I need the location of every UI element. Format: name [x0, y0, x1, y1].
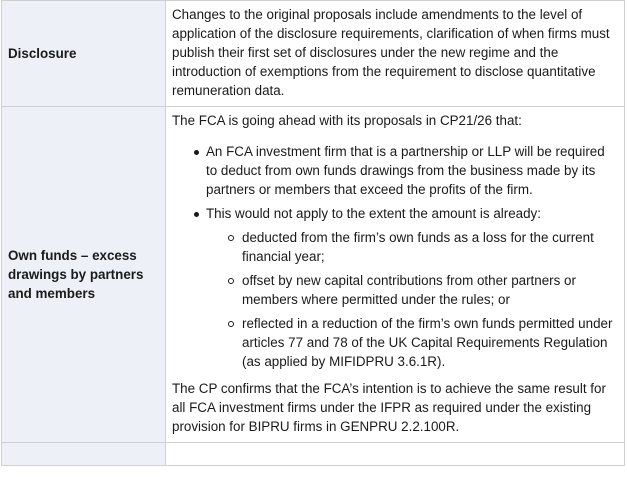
row-label: Disclosure — [8, 46, 77, 61]
intro-text: The FCA is going ahead with its proposals in CP21/26 that: — [172, 113, 522, 128]
row-label-cell — [2, 1, 166, 107]
list-item — [242, 271, 618, 309]
sub-bullet-list — [206, 228, 618, 371]
row-content-cell — [166, 107, 625, 443]
bullet-text: An FCA investment firm that is a partnership or LLP will be required to deduct from own funds drawings from the business made by its partners or members that exceed the profits of the firm. — [206, 144, 605, 197]
table-row-disclosure — [2, 1, 625, 107]
row-label-cell — [2, 443, 166, 466]
row-content-cell — [166, 443, 625, 466]
table-row-empty — [2, 443, 625, 466]
list-item — [242, 228, 618, 266]
bullet-text: This would not apply to the extent the amount is already: — [206, 206, 541, 221]
sub-bullet-text: deducted from the firm’s own funds as a loss for the current financial year; — [242, 230, 594, 264]
bullet-list — [172, 142, 618, 371]
list-item — [206, 142, 618, 199]
disclosure-text: Changes to the original proposals include amendments to the level of application of the disclosure requirements, clarification of when firms must publish their first set of disclosures under the new regime and the introduction of exemptions from the requirement to disclose quantitative remuneration data. — [172, 7, 610, 98]
list-item — [242, 314, 618, 371]
table-row-own-funds — [2, 107, 625, 443]
row-content-cell — [166, 1, 625, 107]
row-label: Own funds – excess drawings by partners and members — [8, 248, 144, 301]
closing-text: The CP confirms that the FCA’s intention is to achieve the same result for all FCA investment firms under the IFPR as required under the existing provision for BIPRU firms in GENPRU 2.2.100R. — [172, 381, 606, 434]
sub-bullet-text: offset by new capital contributions from other partners or members where permitted under the rules; or — [242, 273, 576, 307]
document-table — [1, 0, 625, 466]
list-item — [206, 204, 618, 371]
row-label-cell — [2, 107, 166, 443]
sub-bullet-text: reflected in a reduction of the firm’s own funds permitted under articles 77 and 78 of the UK Capital Requirements Regulation (as applied by MIFIDPRU 3.6.1R). — [242, 316, 613, 369]
